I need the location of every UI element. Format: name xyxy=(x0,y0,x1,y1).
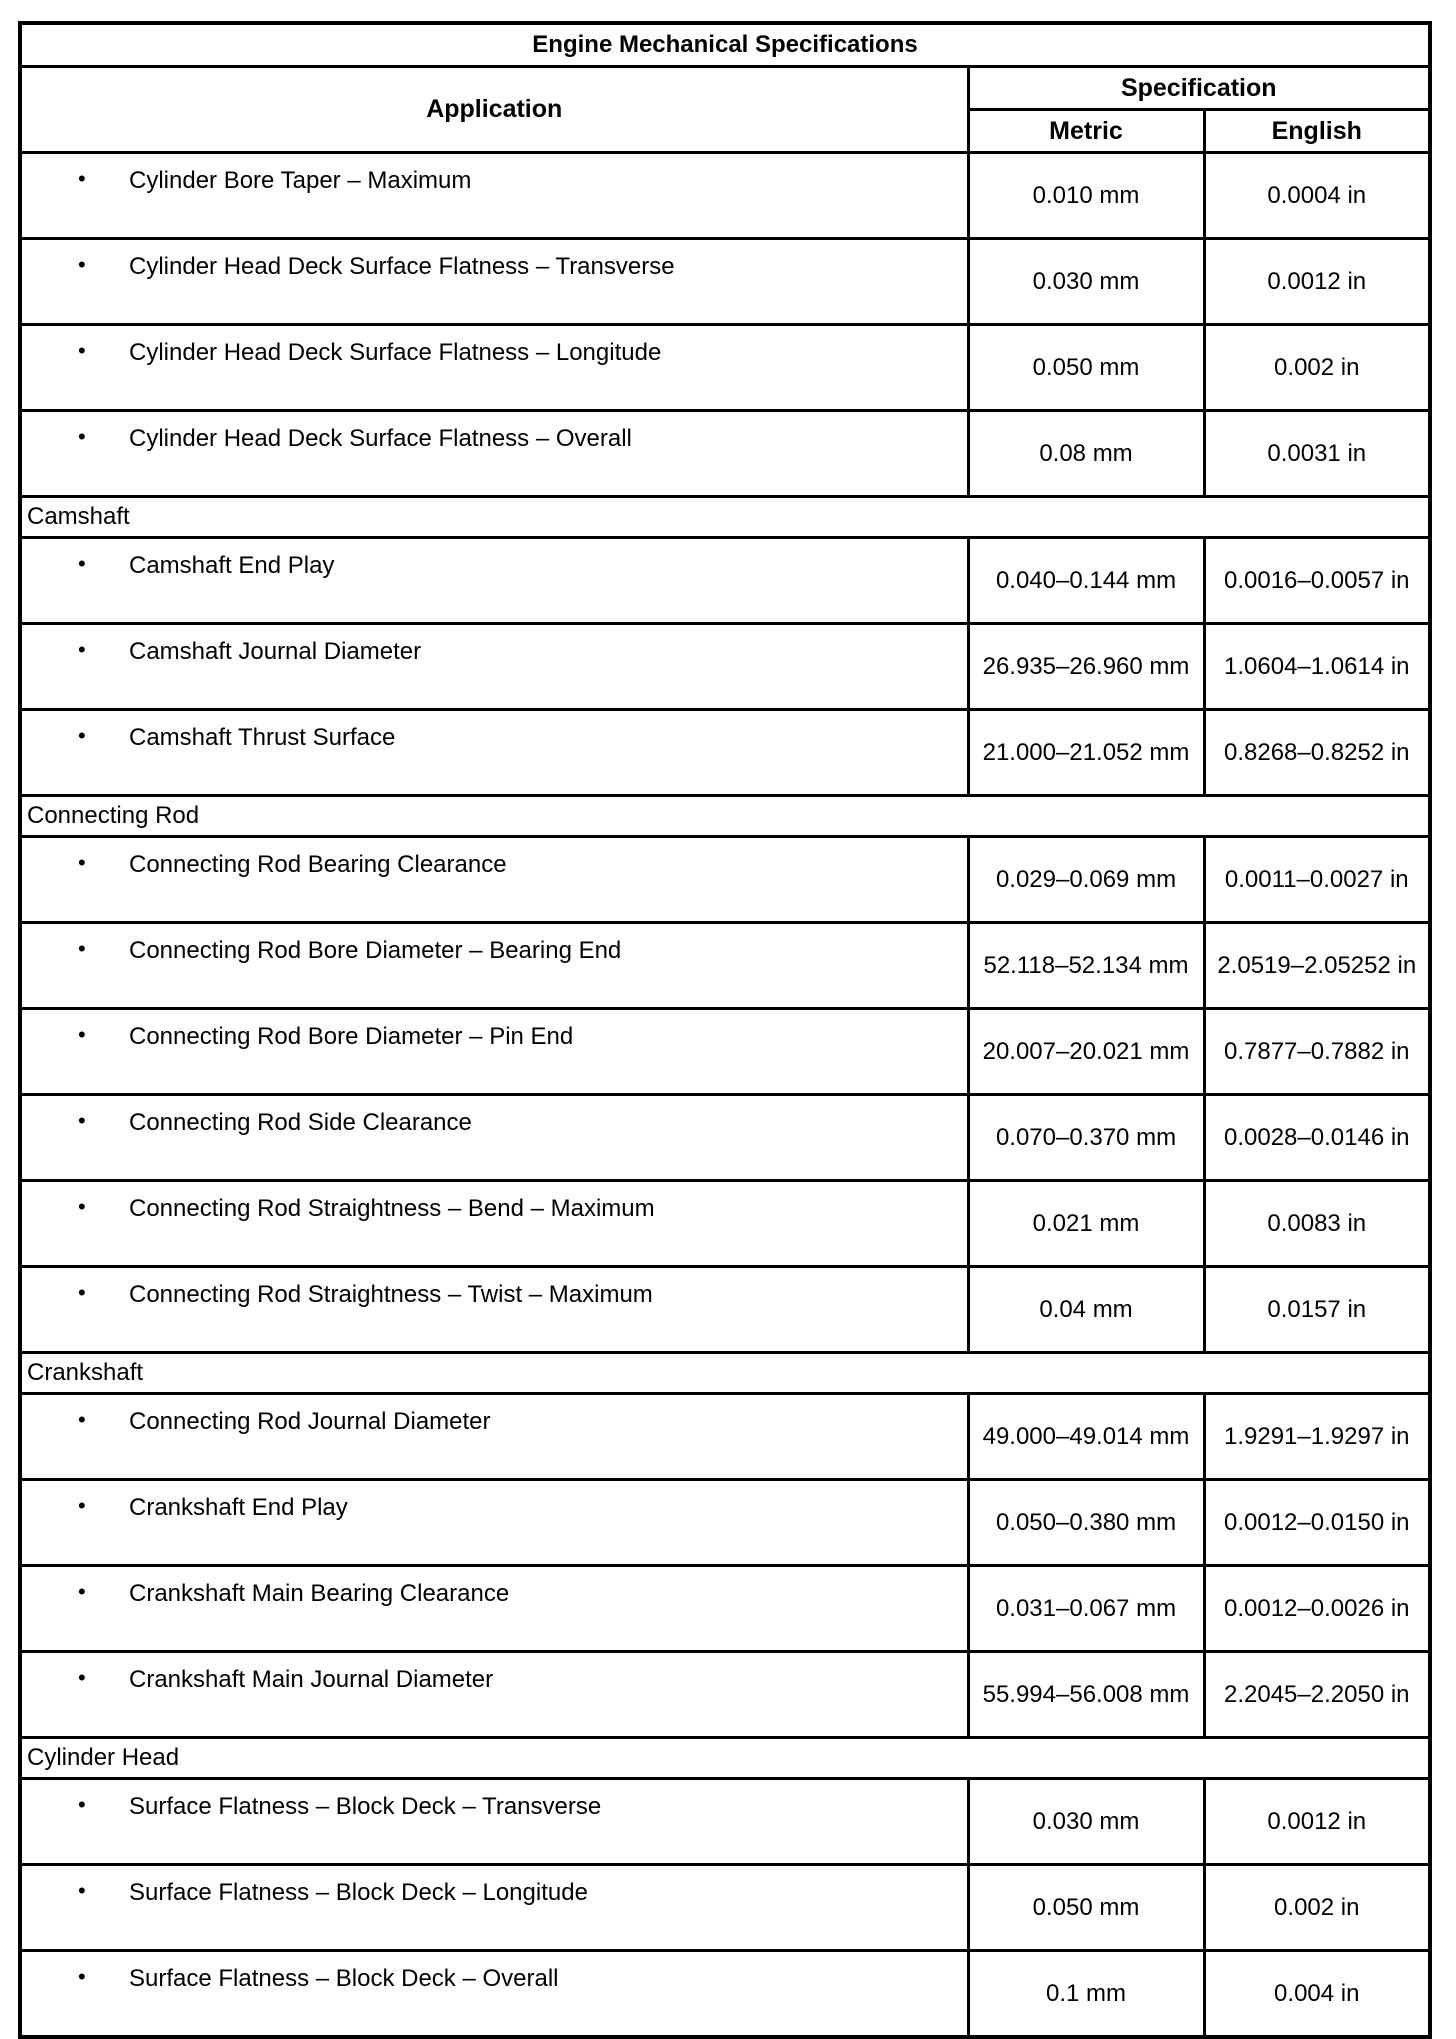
application-cell xyxy=(20,325,968,411)
metric-value: 0.031–0.067 mm xyxy=(968,1566,1204,1652)
application-label: Surface Flatness – Block Deck – Overall xyxy=(129,1965,559,1992)
application-cell xyxy=(20,1181,968,1267)
english-value: 0.8268–0.8252 in xyxy=(1204,710,1430,796)
metric-value: 0.040–0.144 mm xyxy=(968,538,1204,624)
application-label: Connecting Rod Straightness – Bend – Maximum xyxy=(129,1195,655,1222)
english-value: 0.0083 in xyxy=(1204,1181,1430,1267)
spec-row xyxy=(20,1566,1430,1652)
application-label: Cylinder Head Deck Surface Flatness – Longitude xyxy=(129,339,662,366)
spec-row xyxy=(20,153,1430,239)
application-label: Surface Flatness – Block Deck – Longitude xyxy=(129,1879,588,1906)
english-value: 2.0519–2.05252 in xyxy=(1204,923,1430,1009)
application-label: Crankshaft Main Bearing Clearance xyxy=(129,1580,510,1607)
application-cell xyxy=(20,1865,968,1951)
application-label: Camshaft Journal Diameter xyxy=(129,638,422,665)
english-value: 0.0012–0.0150 in xyxy=(1204,1480,1430,1566)
section-label: Camshaft xyxy=(20,497,1430,538)
section-row xyxy=(20,497,1430,538)
section-row xyxy=(20,1738,1430,1779)
bullet-icon: • xyxy=(78,424,86,449)
application-cell xyxy=(20,1779,968,1865)
metric-value: 0.030 mm xyxy=(968,239,1204,325)
application-label: Cylinder Head Deck Surface Flatness – Transverse xyxy=(129,253,675,280)
english-value: 1.0604–1.0614 in xyxy=(1204,624,1430,710)
section-row xyxy=(20,1353,1430,1394)
bullet-icon: • xyxy=(78,1280,86,1305)
spec-row xyxy=(20,710,1430,796)
metric-value: 0.021 mm xyxy=(968,1181,1204,1267)
english-value: 0.0011–0.0027 in xyxy=(1204,837,1430,923)
spec-row xyxy=(20,1652,1430,1738)
english-value: 2.2045–2.2050 in xyxy=(1204,1652,1430,1738)
application-label: Cylinder Bore Taper – Maximum xyxy=(129,167,472,194)
application-label: Camshaft End Play xyxy=(129,552,335,579)
application-cell xyxy=(20,153,968,239)
metric-value: 0.010 mm xyxy=(968,153,1204,239)
bullet-icon: • xyxy=(78,551,86,576)
spec-row xyxy=(20,1267,1430,1353)
spec-row xyxy=(20,411,1430,497)
section-label: Cylinder Head xyxy=(20,1738,1430,1779)
metric-value: 0.050 mm xyxy=(968,1865,1204,1951)
bullet-icon: • xyxy=(78,1194,86,1219)
metric-value: 0.04 mm xyxy=(968,1267,1204,1353)
application-label: Camshaft Thrust Surface xyxy=(129,724,396,751)
application-cell xyxy=(20,1652,968,1738)
spec-row xyxy=(20,1181,1430,1267)
metric-value: 26.935–26.960 mm xyxy=(968,624,1204,710)
spec-row xyxy=(20,1951,1430,2038)
english-value: 0.002 in xyxy=(1204,1865,1430,1951)
section-label: Connecting Rod xyxy=(20,796,1430,837)
spec-row xyxy=(20,1779,1430,1865)
application-label: Connecting Rod Straightness – Twist – Maximum xyxy=(129,1281,653,1308)
bullet-icon: • xyxy=(78,1665,86,1690)
metric-value: 49.000–49.014 mm xyxy=(968,1394,1204,1480)
application-label: Crankshaft End Play xyxy=(129,1494,348,1521)
application-cell xyxy=(20,837,968,923)
table-title: Engine Mechanical Specifications xyxy=(20,23,1430,67)
specification-header: Specification xyxy=(968,67,1430,110)
application-label: Cylinder Head Deck Surface Flatness – Overall xyxy=(129,425,632,452)
application-label: Connecting Rod Journal Diameter xyxy=(129,1408,491,1435)
application-cell xyxy=(20,1480,968,1566)
spec-row xyxy=(20,538,1430,624)
metric-value: 20.007–20.021 mm xyxy=(968,1009,1204,1095)
application-cell xyxy=(20,1394,968,1480)
spec-row xyxy=(20,1480,1430,1566)
spec-rows xyxy=(20,153,1430,2038)
english-value: 0.0031 in xyxy=(1204,411,1430,497)
application-cell xyxy=(20,624,968,710)
english-value: 0.0012 in xyxy=(1204,1779,1430,1865)
bullet-icon: • xyxy=(78,637,86,662)
spec-row xyxy=(20,239,1430,325)
spec-row xyxy=(20,923,1430,1009)
spec-row xyxy=(20,837,1430,923)
bullet-icon: • xyxy=(78,1792,86,1817)
english-value: 0.0016–0.0057 in xyxy=(1204,538,1430,624)
application-cell xyxy=(20,1566,968,1652)
english-value: 0.0012–0.0026 in xyxy=(1204,1566,1430,1652)
application-label: Connecting Rod Bore Diameter – Bearing End xyxy=(129,937,622,964)
english-value: 0.004 in xyxy=(1204,1951,1430,2038)
application-cell xyxy=(20,710,968,796)
spec-row xyxy=(20,1009,1430,1095)
bullet-icon: • xyxy=(78,1493,86,1518)
english-value: 0.002 in xyxy=(1204,325,1430,411)
section-label: Crankshaft xyxy=(20,1353,1430,1394)
application-cell xyxy=(20,1009,968,1095)
metric-value: 0.029–0.069 mm xyxy=(968,837,1204,923)
english-value: 0.0012 in xyxy=(1204,239,1430,325)
bullet-icon: • xyxy=(78,1878,86,1903)
spec-row xyxy=(20,1394,1430,1480)
bullet-icon: • xyxy=(78,338,86,363)
metric-value: 0.030 mm xyxy=(968,1779,1204,1865)
bullet-icon: • xyxy=(78,1964,86,1989)
engine-spec-table xyxy=(18,21,1432,2039)
bullet-icon: • xyxy=(78,723,86,748)
application-label: Connecting Rod Bore Diameter – Pin End xyxy=(129,1023,574,1050)
spec-row xyxy=(20,1865,1430,1951)
application-cell xyxy=(20,411,968,497)
section-row xyxy=(20,796,1430,837)
metric-value: 0.1 mm xyxy=(968,1951,1204,2038)
metric-value: 0.050–0.380 mm xyxy=(968,1480,1204,1566)
application-label: Connecting Rod Bearing Clearance xyxy=(129,851,507,878)
bullet-icon: • xyxy=(78,1022,86,1047)
bullet-icon: • xyxy=(78,1579,86,1604)
application-cell xyxy=(20,239,968,325)
metric-value: 0.08 mm xyxy=(968,411,1204,497)
spec-row xyxy=(20,624,1430,710)
metric-value: 21.000–21.052 mm xyxy=(968,710,1204,796)
english-value: 1.9291–1.9297 in xyxy=(1204,1394,1430,1480)
bullet-icon: • xyxy=(78,166,86,191)
application-cell xyxy=(20,538,968,624)
bullet-icon: • xyxy=(78,936,86,961)
application-label: Connecting Rod Side Clearance xyxy=(129,1109,472,1136)
english-value: 0.0004 in xyxy=(1204,153,1430,239)
application-cell xyxy=(20,923,968,1009)
application-cell xyxy=(20,1951,968,2038)
metric-value: 0.070–0.370 mm xyxy=(968,1095,1204,1181)
application-label: Crankshaft Main Journal Diameter xyxy=(129,1666,494,1693)
metric-value: 55.994–56.008 mm xyxy=(968,1652,1204,1738)
spec-row xyxy=(20,325,1430,411)
english-value: 0.0157 in xyxy=(1204,1267,1430,1353)
spec-row xyxy=(20,1095,1430,1181)
english-value: 0.7877–0.7882 in xyxy=(1204,1009,1430,1095)
bullet-icon: • xyxy=(78,850,86,875)
metric-value: 0.050 mm xyxy=(968,325,1204,411)
metric-header: Metric xyxy=(968,110,1204,153)
bullet-icon: • xyxy=(78,1407,86,1432)
application-header: Application xyxy=(20,67,968,153)
english-value: 0.0028–0.0146 in xyxy=(1204,1095,1430,1181)
application-cell xyxy=(20,1267,968,1353)
bullet-icon: • xyxy=(78,1108,86,1133)
bullet-icon: • xyxy=(78,252,86,277)
application-label: Surface Flatness – Block Deck – Transverse xyxy=(129,1793,602,1820)
metric-value: 52.118–52.134 mm xyxy=(968,923,1204,1009)
application-cell xyxy=(20,1095,968,1181)
english-header: English xyxy=(1204,110,1430,153)
